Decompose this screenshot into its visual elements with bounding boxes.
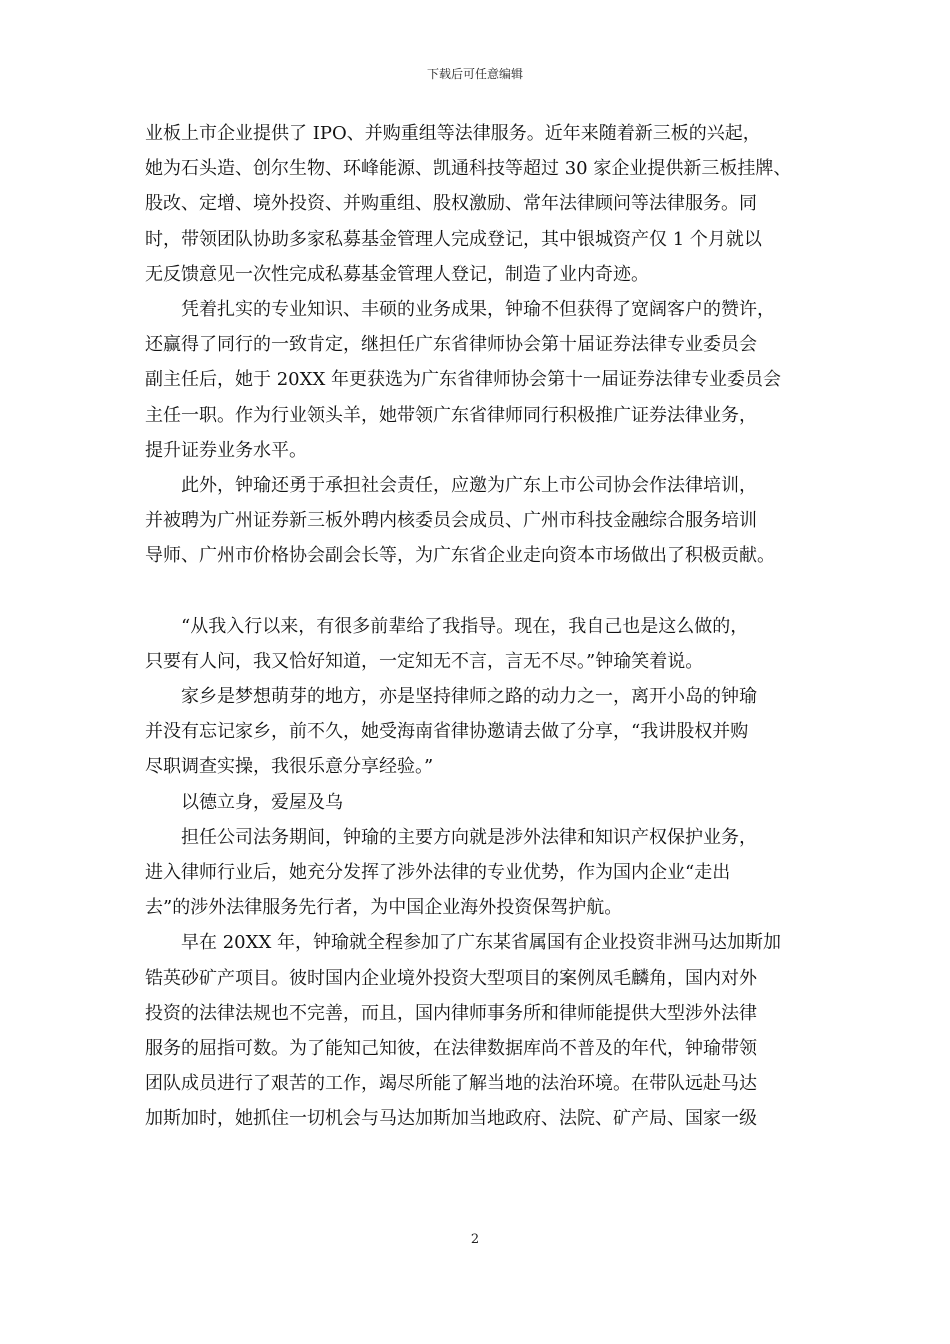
text-line: 以德立身，爱屋及乌 (181, 791, 343, 813)
text-line: 团队成员进行了艰苦的工作，竭尽所能了解当地的法治环境。在带队远赴马达 (145, 1073, 757, 1095)
text-line: 只要有人问，我又恰好知道，一定知无不言，言无不尽。”钟瑜笑着说。 (145, 650, 704, 672)
text-line: 服务的屈指可数。为了能知己知彼，在法律数据库尚不普及的年代，钟瑜带领 (145, 1037, 757, 1059)
paragraph (145, 468, 825, 574)
text-line: 并没有忘记家乡，前不久，她受海南省律协邀请去做了分享，“我讲股权并购 (145, 721, 749, 743)
document-body (145, 116, 825, 1136)
text-line: 她为石头造、创尔生物、环峰能源、凯通科技等超过 30 家企业提供新三板挂牌、 (145, 158, 792, 180)
text-line: 家乡是梦想萌芽的地方，亦是坚持律师之路的动力之一，离开小岛的钟瑜 (181, 686, 757, 707)
text-line: 无反馈意见一次性完成私募基金管理人登记，制造了业内奇迹。 (145, 263, 649, 285)
text-line: 去”的涉外法律服务先行者，为中国企业海外投资保驾护航。 (145, 897, 623, 919)
text-line: 此外，钟瑜还勇于承担社会责任，应邀为广东上市公司协会作法律培训， (181, 474, 757, 496)
text-line: “从我入行以来，有很多前辈给了我指导。现在，我自己也是这么做的， (181, 615, 749, 637)
text-line: 副主任后，她于 20XX 年更获选为广东省律师协会第十一届证券法律专业委员会 (145, 369, 781, 391)
page-number: 2 (470, 1232, 480, 1247)
text-line: 还赢得了同行的一致肯定，继担任广东省律师协会第十届证券法律专业委员会 (145, 334, 757, 356)
text-line: 凭着扎实的专业知识、丰硕的业务成果，钟瑜不但获得了宽阔客户的赞许， (181, 298, 775, 320)
paragraph (145, 820, 825, 926)
text-line: 锆英砂矿产项目。彼时国内企业境外投资大型项目的案例凤毛麟角，国内对外 (145, 967, 757, 989)
paragraph (145, 609, 825, 679)
paragraph (145, 292, 825, 468)
text-line: 并被聘为广州证券新三板外聘内核委员会成员、广州市科技金融综合服务培训 (145, 510, 757, 532)
paragraph (145, 116, 825, 292)
paragraph (145, 679, 825, 785)
paragraph (145, 785, 825, 820)
text-line: 尽职调查实操，我很乐意分享经验。” (145, 756, 434, 778)
text-line: 主任一职。作为行业领头羊，她带领广东省律师同行积极推广证券法律业务， (145, 404, 757, 426)
text-line: 业板上市企业提供了 IPO、并购重组等法律服务。近年来随着新三板的兴起， (145, 123, 761, 144)
text-line: 加斯加时，她抓住一切机会与马达加斯加当地政府、法院、矿产局、国家一级 (145, 1108, 757, 1130)
text-line: 时，带领团队协助多家私募基金管理人完成登记，其中银城资产仅 1 个月就以 (145, 228, 762, 250)
text-line: 导师、广州市价格协会副会长等，为广东省企业走向资本市场做出了积极贡献。 (145, 545, 775, 567)
text-line: 进入律师行业后，她充分发挥了涉外法律的专业优势，作为国内企业“走出 (145, 861, 731, 883)
text-line: 投资的法律法规也不完善，而且，国内律师事务所和律师能提供大型涉外法律 (145, 1002, 757, 1024)
page-header: 下载后可任意编辑 (426, 67, 523, 81)
paragraph (145, 925, 825, 1136)
blank-line (145, 573, 825, 608)
text-line: 股改、定增、境外投资、并购重组、股权激励、常年法律顾问等法律服务。同 (145, 193, 757, 215)
text-line: 担任公司法务期间，钟瑜的主要方向就是涉外法律和知识产权保护业务， (181, 826, 757, 848)
text-line: 早在 20XX 年，钟瑜就全程参加了广东某省属国有企业投资非洲马达加斯加 (181, 932, 781, 954)
text-line: 提升证券业务水平。 (145, 439, 307, 461)
